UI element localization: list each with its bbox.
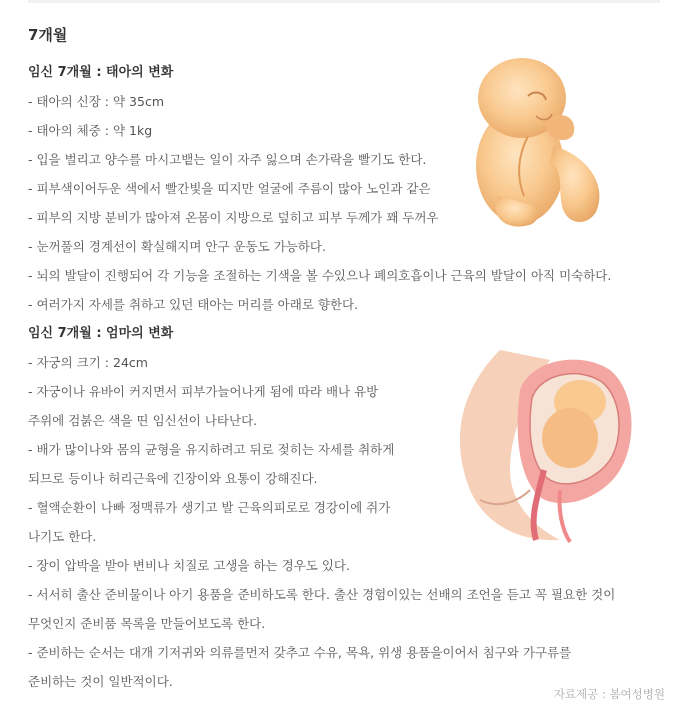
mom-line: 나기도 한다. [28,529,97,544]
mom-line: 주위에 검붉은 색을 띤 임신선이 나타난다. [28,413,258,428]
baby-item-swallow: - 입을 벌리고 양수를 마시고뱉는 일이 자주 잃으며 손가락을 빨기도 한다. [28,152,427,167]
mom-line: 되므로 등이나 허리근육에 긴장이와 요통이 강해진다. [28,471,318,486]
mom-line: - 서서히 출산 준비물이나 아기 용품을 준비하도록 한다. 출산 경험이있는 선배의 조언을 듣고 꼭 필요한 것이 [28,587,616,602]
fetus-illustration [458,46,618,236]
source-credit: 자료제공 : 봄여성병원 [553,687,665,701]
baby-item-brain: - 뇌의 발달이 진행되어 각 기능을 조절하는 기색을 볼 수있으나 폐의호흡이나 근육의 발달이 아직 미숙하다. [28,268,612,283]
baby-item-eyelid: - 눈꺼풀의 경계선이 확실해지며 안구 운동도 가능하다. [28,239,326,254]
mom-line: - 자궁이나 유바이 커지면서 피부가늘어나게 됨에 따라 배나 유방 [28,384,379,399]
page-title: 7개월 [28,26,68,44]
mom-line: - 혈액순환이 나빠 정맥류가 생기고 발 근육의피로로 경강이에 쥐가 [28,500,391,515]
baby-item-skin-color: - 피부색이어두운 색에서 빨간빛을 띠지만 얼굴에 주름이 많아 노인과 같은 [28,181,431,196]
mom-section-heading: 임신 7개월 : 엄마의 변화 [28,326,174,341]
top-divider [28,0,660,3]
baby-item-weight: - 태아의 체중 : 약 1kg [28,123,153,138]
baby-item-position: - 여러가지 자세를 취하고 있던 태아는 머리를 아래로 향한다. [28,297,359,312]
mom-line: - 준비하는 순서는 대개 기저귀와 의류를먼저 갖추고 수유, 목욕, 위생 용품을이어서 침구와 가구류를 [28,645,572,660]
mom-line: - 장이 압박을 받아 변비나 치질로 고생을 하는 경우도 있다. [28,558,350,573]
mom-line: - 배가 많이나와 몸의 균형을 유지하려고 뒤로 젖히는 자세를 취하게 [28,442,395,457]
mom-line: 무엇인지 준비품 목록을 만들어보도록 한다. [28,616,266,631]
womb-cross-section-illustration [440,350,640,545]
baby-item-height: - 태아의 신장 : 약 35cm [28,94,164,109]
mom-line: 준비하는 것이 일반적이다. [28,674,173,689]
baby-item-fat: - 피부의 지방 분비가 많아져 온몸이 지방으로 덮히고 피부 두께가 꽤 두꺼우 [28,210,439,225]
mom-line: - 자궁의 크기 : 24cm [28,355,148,370]
baby-section-heading: 임신 7개월 : 태아의 변화 [28,65,174,80]
